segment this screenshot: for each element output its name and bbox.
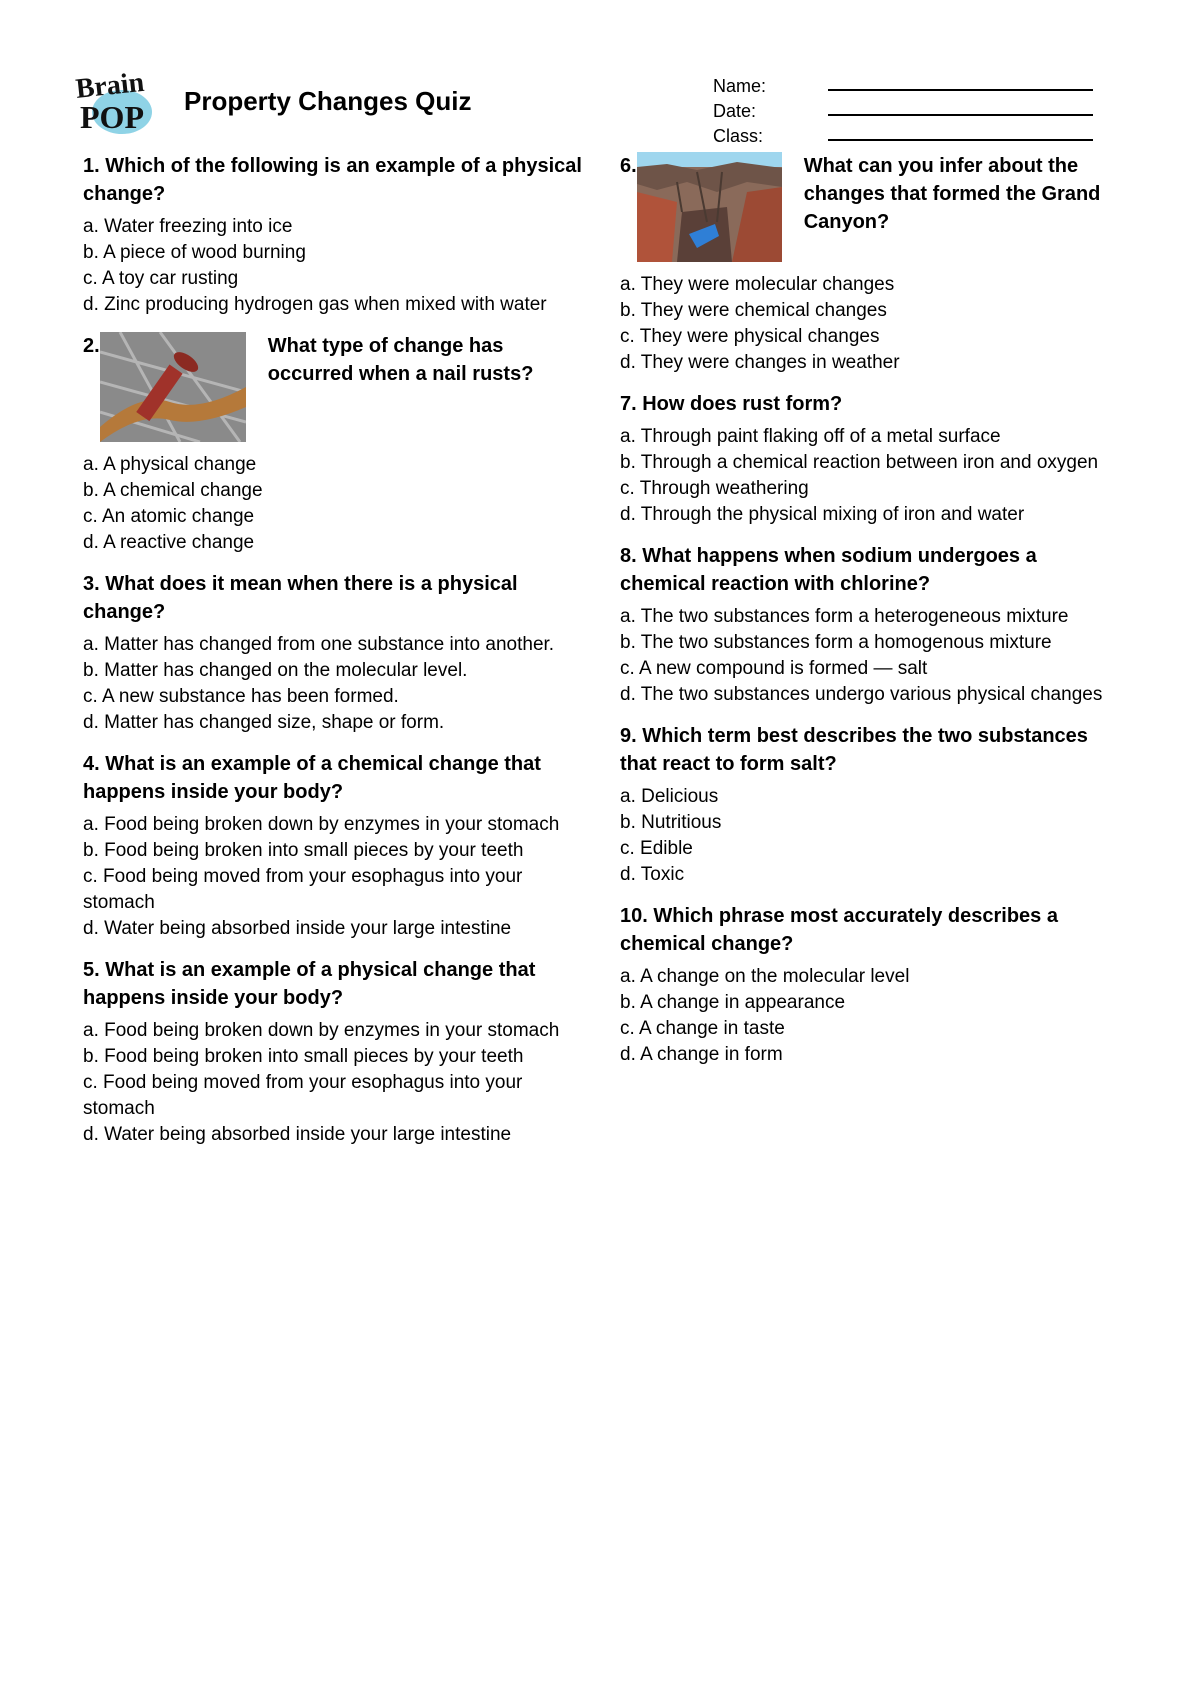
answer-option[interactable]: a. Matter has changed from one substance into another. [83,634,555,655]
class-field[interactable] [828,125,1093,141]
question-10 [620,902,1120,1068]
question-4 [83,750,583,942]
grand-canyon-illustration [637,152,782,262]
question-header [620,152,1120,262]
answer-option[interactable]: c. A toy car rusting [83,268,239,289]
answer-option[interactable]: d. A change in form [620,1044,783,1065]
answer-option[interactable]: b. The two substances form a homogenous mixture [620,632,1052,653]
answer-option[interactable]: a. Food being broken down by enzymes in your stomach [83,814,560,835]
question-text: 9. Which term best describes the two substances that react to form salt? [620,725,1088,775]
answer-option[interactable]: b. Food being broken into small pieces by your teeth [83,840,524,861]
question-6 [620,152,1120,376]
date-label: Date: [713,101,757,121]
right-column [620,152,1120,1082]
answer-option[interactable]: b. A piece of wood burning [83,242,306,263]
class-row [713,122,1093,147]
question-9 [620,722,1120,888]
answer-option[interactable]: d. They were changes in weather [620,352,900,373]
answer-option[interactable]: a. Delicious [620,786,719,807]
answer-option[interactable]: c. They were physical changes [620,326,880,347]
question-3 [83,570,583,736]
class-label: Class: [713,126,764,146]
answer-option[interactable]: d. Toxic [620,864,685,885]
answer-option[interactable]: c. Food being moved from your esophagus into your stomach [83,866,523,913]
answer-option[interactable]: c. A new substance has been formed. [83,686,399,707]
answer-option[interactable]: c. Edible [620,838,693,859]
name-field[interactable] [828,75,1093,91]
question-2 [83,332,583,556]
answer-option[interactable]: a. Water freezing into ice [83,216,293,237]
question-text: What can you infer about the changes that formed the Grand Canyon? [803,155,1101,233]
name-label: Name: [713,76,767,96]
question-number: 6. [620,155,637,177]
brainpop-logo [74,66,154,138]
answer-option[interactable]: d. Through the physical mixing of iron and water [620,504,1025,525]
left-column [83,152,583,1162]
answer-option[interactable]: d. Matter has changed size, shape or form. [83,712,445,733]
page-title: Property Changes Quiz [184,86,472,116]
answer-option[interactable]: c. A new compound is formed — salt [620,658,928,679]
date-field[interactable] [828,100,1093,116]
question-header [83,332,583,442]
question-text: What type of change has occurred when a nail rusts? [267,335,534,385]
question-text: 10. Which phrase most accurately describes a chemical change? [620,905,1058,955]
answer-option[interactable]: a. Food being broken down by enzymes in your stomach [83,1020,560,1041]
name-row [713,72,1093,97]
answer-option[interactable]: a. A physical change [83,454,257,475]
question-text: 7. How does rust form? [620,393,843,415]
answer-option[interactable]: a. The two substances form a heterogeneous mixture [620,606,1069,627]
question-1 [83,152,583,318]
answer-option[interactable]: d. Water being absorbed inside your large intestine [83,918,512,939]
question-7 [620,390,1120,528]
rusty-nail-illustration [100,332,246,442]
answer-option[interactable]: b. Matter has changed on the molecular level. [83,660,468,681]
answer-option[interactable]: d. Zinc producing hydrogen gas when mixed with water [83,294,547,315]
question-text: 8. What happens when sodium undergoes a chemical reaction with chlorine? [620,545,1037,595]
answer-option[interactable]: b. Nutritious [620,812,722,833]
answer-option[interactable]: d. Water being absorbed inside your large intestine [83,1124,512,1145]
answer-option[interactable]: a. A change on the molecular level [620,966,910,987]
question-8 [620,542,1120,708]
answer-option[interactable]: b. They were chemical changes [620,300,887,321]
question-number: 2. [83,335,100,357]
svg-text:POP: POP [80,99,144,135]
question-text: 4. What is an example of a chemical change that happens inside your body? [83,753,541,803]
date-row [713,97,1093,122]
answer-option[interactable]: c. Through weathering [620,478,809,499]
answer-option[interactable]: b. Through a chemical reaction between iron and oxygen [620,452,1099,473]
question-text: 5. What is an example of a physical change that happens inside your body? [83,959,536,1009]
answer-option[interactable]: b. Food being broken into small pieces by your teeth [83,1046,524,1067]
answer-option[interactable]: d. The two substances undergo various physical changes [620,684,1103,705]
question-text: 1. Which of the following is an example of a physical change? [83,155,582,205]
answer-option[interactable]: b. A chemical change [83,480,263,501]
answer-option[interactable]: c. An atomic change [83,506,255,527]
question-text: 3. What does it mean when there is a physical change? [83,573,518,623]
answer-option[interactable]: a. Through paint flaking off of a metal surface [620,426,1001,447]
svg-text:Brain: Brain [74,66,146,105]
student-info [713,72,1093,147]
answer-option[interactable]: b. A change in appearance [620,992,846,1013]
answer-option[interactable]: d. A reactive change [83,532,255,553]
question-5 [83,956,583,1148]
answer-option[interactable]: c. Food being moved from your esophagus into your stomach [83,1072,523,1119]
answer-option[interactable]: c. A change in taste [620,1018,785,1039]
answer-option[interactable]: a. They were molecular changes [620,274,895,295]
